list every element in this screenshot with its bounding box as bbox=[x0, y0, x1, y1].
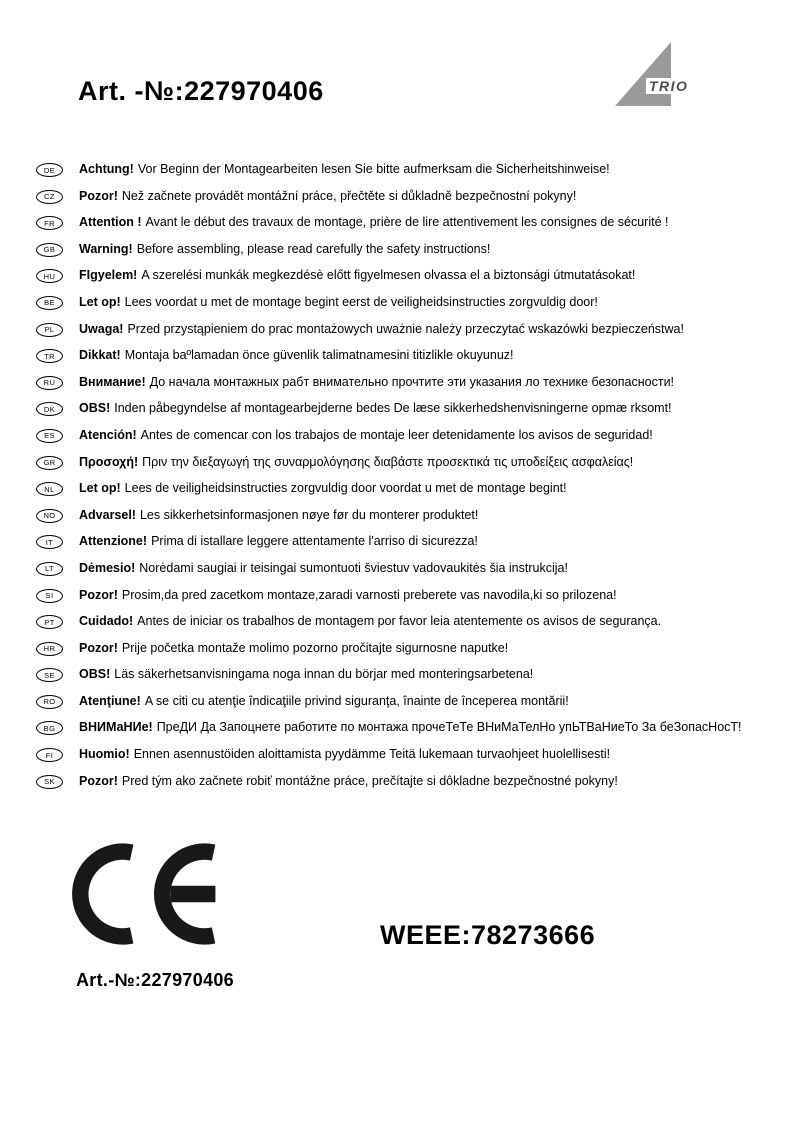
warning-line bbox=[79, 642, 508, 655]
warning-lead: Dėmesio! bbox=[79, 560, 136, 575]
language-code-badge bbox=[36, 615, 63, 629]
language-code-badge bbox=[36, 668, 63, 682]
language-code-badge bbox=[36, 190, 63, 204]
warning-text: Before assembling, please read carefully the safety instructions! bbox=[136, 241, 491, 256]
warning-text: Norėdami saugiai ir teisingai sumontuoti šviestuv vadovaukitės šia instrukcija! bbox=[139, 560, 568, 575]
warning-lead: Attenzione! bbox=[79, 534, 148, 549]
warning-text: A se citi cu atenţie îndicaţiile privind siguranţa, înainte de începerea montării! bbox=[144, 693, 569, 708]
warning-line bbox=[79, 269, 635, 282]
page-title: Art. -№:227970406 bbox=[78, 76, 324, 106]
language-code: IT bbox=[45, 537, 54, 547]
warning-row bbox=[36, 163, 796, 177]
warning-line bbox=[79, 296, 598, 309]
language-code: NL bbox=[44, 484, 55, 494]
language-code: CZ bbox=[44, 192, 55, 202]
warning-lead: Dikkat! bbox=[79, 348, 121, 363]
warning-lead: Pozor! bbox=[79, 640, 118, 655]
language-code-badge bbox=[36, 562, 63, 576]
warning-lead: ВНИМаНИе! bbox=[79, 720, 153, 735]
warning-text: Montaja baºlamadan önce güvenlik talimatnamesini titizlikle okuyunuz! bbox=[124, 348, 514, 363]
warning-line bbox=[79, 535, 478, 548]
warning-row bbox=[36, 269, 796, 283]
warning-row bbox=[36, 190, 796, 204]
warning-line bbox=[79, 668, 533, 681]
warning-lead: Cuidado! bbox=[79, 614, 134, 629]
warning-lead: FIgyelem! bbox=[79, 268, 138, 283]
warning-lead: Advarsel! bbox=[79, 507, 136, 522]
warning-row bbox=[36, 562, 796, 576]
warning-lead: Внимание! bbox=[79, 374, 146, 389]
warning-lead: Pozor! bbox=[79, 587, 118, 602]
trio-logo-text: TRIO bbox=[646, 78, 691, 94]
warning-line bbox=[79, 163, 610, 176]
language-code: TR bbox=[44, 351, 55, 361]
warning-text: Przed przystąpieniem do prac montażowych uważnie należy przeczytać wskazówki bezpieczeństwa! bbox=[127, 321, 684, 336]
language-code: FR bbox=[44, 218, 55, 228]
warning-row bbox=[36, 243, 796, 257]
warning-line bbox=[79, 721, 742, 734]
warning-lead: Atenţiune! bbox=[79, 693, 141, 708]
warning-text: Prije početka montaže molimo pozorno pročitajte sigurnosne naputke! bbox=[121, 640, 509, 655]
language-code: SI bbox=[45, 591, 54, 600]
language-code: BG bbox=[43, 723, 56, 733]
warning-line bbox=[79, 323, 684, 336]
warning-line bbox=[79, 748, 610, 761]
warning-line bbox=[79, 349, 514, 362]
warning-row bbox=[36, 668, 796, 682]
language-code-badge bbox=[36, 376, 63, 390]
warning-row bbox=[36, 775, 796, 789]
language-code: FI bbox=[45, 750, 54, 760]
language-code: DK bbox=[43, 404, 56, 414]
language-code-badge bbox=[36, 456, 63, 470]
language-code: ES bbox=[44, 431, 55, 441]
language-code: RU bbox=[43, 378, 56, 388]
warning-line bbox=[79, 695, 569, 708]
warning-row bbox=[36, 615, 796, 629]
warning-line bbox=[79, 376, 674, 389]
language-code-badge bbox=[36, 642, 63, 656]
warning-line bbox=[79, 509, 478, 522]
warning-lead: Pozor! bbox=[79, 773, 118, 788]
warning-row bbox=[36, 456, 796, 470]
warning-text: Lees de veiligheidsinstructies zorgvuldig door voordat u met de montage begint! bbox=[124, 481, 567, 496]
warning-text: Avant le début des travaux de montage, prière de lire attentivement les consignes de sécurité ! bbox=[145, 215, 669, 230]
language-code: SE bbox=[44, 670, 55, 680]
warning-line bbox=[79, 589, 617, 602]
warning-text: Lees voordat u met de montage begint eerst de veiligheidsinstructies zorgvuldig door! bbox=[124, 294, 598, 309]
language-code: GR bbox=[43, 458, 56, 468]
warning-text: Prosim,da pred zacetkom montaze,zaradi varnosti preberete vas navodila,ki so prilozena! bbox=[121, 587, 617, 602]
warning-line bbox=[79, 402, 672, 415]
warning-line bbox=[79, 429, 653, 442]
warning-lead: Pozor! bbox=[79, 188, 118, 203]
language-code: HR bbox=[43, 644, 56, 654]
language-code-badge bbox=[36, 402, 63, 416]
language-code-badge bbox=[36, 296, 63, 310]
language-code-badge bbox=[36, 509, 63, 523]
warning-lead: Achtung! bbox=[79, 162, 134, 176]
warning-row bbox=[36, 216, 796, 230]
warning-line bbox=[79, 216, 668, 229]
warning-text: Les sikkerhetsinformasjonen nøye før du monterer produktet! bbox=[139, 507, 479, 522]
language-code: PT bbox=[44, 617, 55, 627]
warning-row bbox=[36, 402, 796, 416]
warning-line bbox=[79, 456, 633, 469]
warning-line bbox=[79, 482, 567, 495]
warning-line bbox=[79, 775, 618, 788]
warning-line bbox=[79, 562, 568, 575]
warning-lead: Let op! bbox=[79, 294, 121, 309]
language-code: PL bbox=[44, 325, 55, 335]
language-code-badge bbox=[36, 775, 63, 789]
warning-text: Vor Beginn der Montagearbeiten lesen Sie bitte aufmerksam die Sicherheitshinweise! bbox=[137, 162, 610, 176]
language-code: SK bbox=[44, 777, 55, 787]
language-code-badge bbox=[36, 695, 63, 709]
warning-row bbox=[36, 642, 796, 656]
warning-line bbox=[79, 190, 576, 203]
weee-number: WEEE:78273666 bbox=[380, 920, 596, 950]
language-code: RO bbox=[43, 697, 56, 707]
trio-logo bbox=[612, 40, 722, 110]
warning-lead: Huomio! bbox=[79, 747, 130, 762]
language-code-badge bbox=[36, 243, 63, 257]
language-code: DE bbox=[43, 165, 56, 175]
language-code: NO bbox=[43, 511, 56, 521]
warning-lead: Προσοχή! bbox=[79, 454, 139, 469]
warning-row bbox=[36, 589, 796, 603]
warning-row bbox=[36, 535, 796, 549]
language-code-badge bbox=[36, 589, 63, 603]
warning-lead: Atención! bbox=[79, 427, 137, 442]
warning-line bbox=[79, 615, 661, 628]
language-code-badge bbox=[36, 269, 63, 283]
language-code: BE bbox=[44, 298, 55, 308]
warning-row bbox=[36, 429, 796, 443]
warning-text: Antes de comencar con los trabajos de montaje leer detenidamente los avisos de seguridad! bbox=[140, 427, 653, 442]
warning-row bbox=[36, 748, 796, 762]
language-code-badge bbox=[36, 349, 63, 363]
warning-row bbox=[36, 296, 796, 310]
warning-row bbox=[36, 323, 796, 337]
warning-lead: Attention ! bbox=[79, 215, 142, 230]
ce-mark-icon bbox=[72, 841, 222, 947]
warning-text: Πριν την διεξαγωγή της συναρμολόγησης διαβάστε προσεκτικά τις υποδείξεις ασφαλείας! bbox=[142, 454, 634, 469]
warning-text: Inden påbegyndelse af montagearbejderne bedes De læse sikkerhedshenvisningerne opmæ rksomt! bbox=[114, 401, 672, 416]
warning-lead: OBS! bbox=[79, 667, 111, 682]
warning-text: До начала монтажных рабт внимательно прочтите эти указания ло технике безопасности! bbox=[149, 374, 675, 389]
language-code-badge bbox=[36, 323, 63, 337]
warning-text: A szerelési munkák megkezdésè előtt figyelmesen olvassa el a biztonsági útmutatásokat! bbox=[141, 268, 636, 283]
warning-row bbox=[36, 349, 796, 363]
warning-row bbox=[36, 509, 796, 523]
warning-row bbox=[36, 482, 796, 496]
trio-triangle-icon bbox=[615, 42, 671, 106]
warning-row bbox=[36, 376, 796, 390]
language-code-badge bbox=[36, 721, 63, 735]
language-code: HU bbox=[43, 271, 56, 281]
language-code-badge bbox=[36, 429, 63, 443]
warning-lead: Let op! bbox=[79, 481, 121, 496]
language-code: LT bbox=[45, 564, 54, 574]
warning-row bbox=[36, 721, 796, 735]
warning-text: Prima di istallare leggere attentamente l'arriso di sicurezza! bbox=[151, 534, 478, 549]
language-code-badge bbox=[36, 163, 63, 177]
warning-text: ПреДИ Да Запоцнете работите по монтажа прочеТеТе ВНиМаТелНо упЬТВаНиеТо За беЗопасНосТ! bbox=[156, 720, 742, 735]
language-code-badge bbox=[36, 482, 63, 496]
warning-lead: Warning! bbox=[79, 241, 133, 256]
warning-lead: OBS! bbox=[79, 401, 111, 416]
warnings-list bbox=[36, 163, 796, 801]
warning-text: Než začnete provádět montážní práce, přečtěte si důkladně bezpečnostní pokyny! bbox=[121, 188, 577, 203]
warning-text: Antes de iniciar os trabalhos de montagem por favor leia atentemente os avisos de segurança. bbox=[137, 614, 662, 629]
language-code-badge bbox=[36, 535, 63, 549]
warning-text: Läs säkerhetsanvisningama noga innan du börjar med monteringsarbetena! bbox=[114, 667, 534, 682]
footer-art-no: Art.-№:227970406 bbox=[76, 970, 234, 990]
warning-text: Ennen asennustöiden aloittamista pyydämme Teitä lukemaan turvaohjeet huolellisesti! bbox=[133, 747, 611, 762]
language-code-badge bbox=[36, 748, 63, 762]
warning-line bbox=[79, 243, 490, 256]
language-code: GB bbox=[43, 245, 56, 255]
warning-row bbox=[36, 695, 796, 709]
language-code-badge bbox=[36, 216, 63, 230]
warning-lead: Uwaga! bbox=[79, 321, 124, 336]
warning-text: Pred tým ako začnete robiť montážne práce, prečítajte si dôkladne bezpečnostné pokyny! bbox=[121, 773, 618, 788]
